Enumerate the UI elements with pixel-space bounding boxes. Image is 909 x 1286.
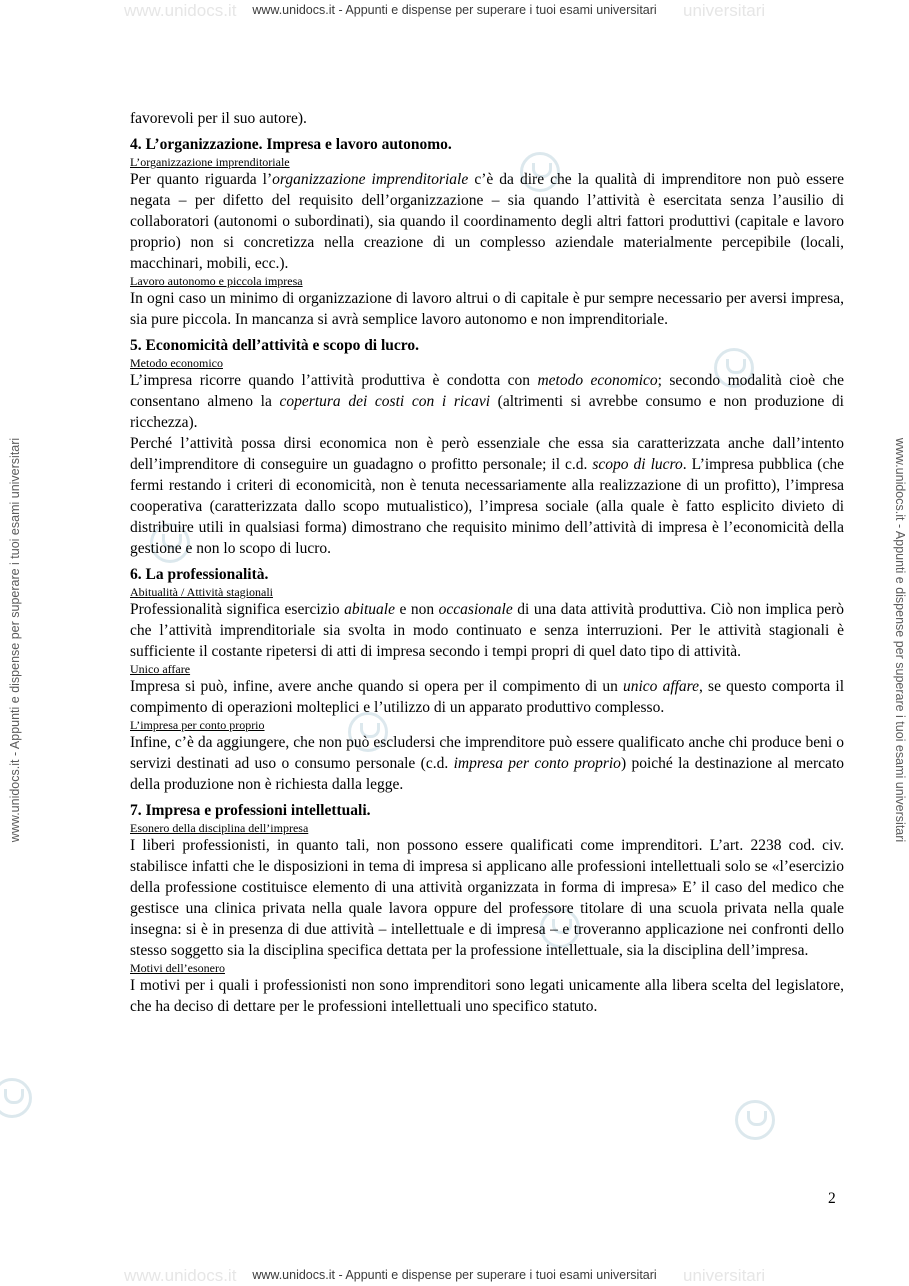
section-4-paragraph-1: Per quanto riguarda l’organizzazione imprenditoriale c’è da dire che la qualità di imprenditore non può essere negata – per difetto del requisito dell’organizzazione – sia quando l’attività è esercitata senza l’ausilio di collaboratori (autonomi o subordinati), sia quando il coordinamento degli altri fattori produttivi (capitale e lavoro proprio) non si concretizza nella creazione di un complesso aziendale materialmente percepibile (locali, macchinari, mobili, ecc.).	[130, 171, 844, 272]
watermark-top: www.unidocs.it - Appunti e dispense per superare i tuoi esami universitari	[252, 3, 657, 17]
section-7-paragraph-2: I motivi per i quali i professionisti non sono imprenditori sono legati unicamente alla libera scelta del legislatore, che ha deciso di dettare per le professioni intellettuali uno specifico statuto.	[130, 977, 844, 1015]
section-7-subheading-1: Esonero della disciplina dell’impresa	[130, 821, 309, 835]
watermark-logo-icon	[0, 1078, 32, 1118]
section-7-heading: 7. Impresa e professioni intellettuali.	[130, 802, 371, 819]
watermark-ghost-top-right: universitari	[683, 1, 766, 20]
section-4-heading: 4. L’organizzazione. Impresa e lavoro autonomo.	[130, 136, 452, 153]
page-number: 2	[828, 1190, 836, 1207]
watermark-ghost-bottom-right: universitari	[683, 1266, 766, 1285]
section-7-paragraph-1: I liberi professionisti, in quanto tali, non possono essere qualificati come imprenditori. L’art. 2238 cod. civ. stabilisce infatti che le disposizioni in tema di impresa si applicano alle professioni intellettuali solo se «l’esercizio della professione costituisce elemento di una attività organizzata in forma di impresa» E’ il caso del medico che gestisce una clinica privata nella quale lavora oppure del professore titolare di una scuola privata nella quale insegna: si è in presenza di due attività – intellettuale e di impresa – e troveranno applicazione nei confronti dello stesso soggetto sia la disciplina specifica dettata per la professione intellettuale, sia la disciplina dell’impresa.	[130, 837, 844, 959]
section-5-paragraph-1: L’impresa ricorre quando l’attività produttiva è condotta con metodo economico; secondo modalità cioè che consentano almeno la copertura dei costi con i ricavi (altrimenti si avrebbe consumo e non produzione di ricchezza).	[130, 372, 844, 431]
watermark-logo-icon	[735, 1100, 775, 1140]
watermark-left-vertical: www.unidocs.it - Appunti e dispense per superare i tuoi esami universitari	[8, 437, 22, 843]
section-5-subheading-1: Metodo economico	[130, 356, 223, 370]
watermark-right-vertical: www.unidocs.it - Appunti e dispense per superare i tuoi esami universitari	[893, 437, 907, 843]
section-6-heading: 6. La professionalità.	[130, 566, 269, 583]
watermark-ghost-bottom-left: www.unidocs.it	[124, 1266, 237, 1285]
section-6-subheading-3: L’impresa per conto proprio	[130, 718, 265, 732]
section-6-subheading-2: Unico affare	[130, 662, 191, 676]
section-6-subheading-1: Abitualità / Attività stagionali	[130, 585, 273, 599]
section-4-subheading-1: L’organizzazione imprenditoriale	[130, 155, 290, 169]
intro-text: favorevoli per il suo autore).	[130, 110, 307, 127]
watermark-bottom: www.unidocs.it - Appunti e dispense per superare i tuoi esami universitari	[252, 1268, 657, 1282]
section-5-paragraph-2: Perché l’attività possa dirsi economica non è però essenziale che essa sia caratterizzata anche dall’intento dell’imprenditore di conseguire un guadagno o profitto personale; il c.d. scopo di lucro. L’impresa pubblica (che fermi restando i criteri di economicità, non è tenuta necessariamente alla realizzazione di un profitto), l’impresa cooperativa (caratterizzata dallo scopo mutualistico), l’impresa sociale (alla quale è fatto esplicito divieto di distribuire utili in qualsiasi forma) dimostrano che requisito minimo dell’attività di impresa è l’economicità della gestione e non lo scopo di lucro.	[130, 435, 844, 557]
section-4-subheading-2: Lavoro autonomo e piccola impresa	[130, 274, 303, 288]
section-6-paragraph-1: Professionalità significa esercizio abituale e non occasionale di una data attività produttiva. Ciò non implica però che l’attività imprenditoriale sia svolta in modo continuato e senza interruzioni. Per le attività stagionali è sufficiente il costante ripetersi di atti di impresa secondo i tempi propri di quel dato tipo di attività.	[130, 601, 844, 660]
watermark-ghost-top-left: www.unidocs.it	[124, 1, 237, 20]
section-7-subheading-2: Motivi dell’esonero	[130, 961, 225, 975]
section-6-paragraph-3: Infine, c’è da aggiungere, che non può escludersi che imprenditore può essere qualificato anche chi produce beni o servizi destinati ad uso o consumo personale (c.d. impresa per conto proprio) poiché la destinazione al mercato della produzione non è richiesta dalla legge.	[130, 734, 844, 793]
section-6-paragraph-2: Impresa si può, infine, avere anche quando si opera per il compimento di un unico affare, se questo comporta il compimento di operazioni molteplici e l’utilizzo di un apparato produttivo complesso.	[130, 678, 844, 716]
section-5-heading: 5. Economicità dell’attività e scopo di lucro.	[130, 337, 420, 354]
document-body	[130, 108, 844, 1017]
section-4-paragraph-2: In ogni caso un minimo di organizzazione di lavoro altrui o di capitale è pur sempre necessario per aversi impresa, sia pure piccola. In mancanza si avrà semplice lavoro autonomo e non imprenditoriale.	[130, 290, 844, 328]
